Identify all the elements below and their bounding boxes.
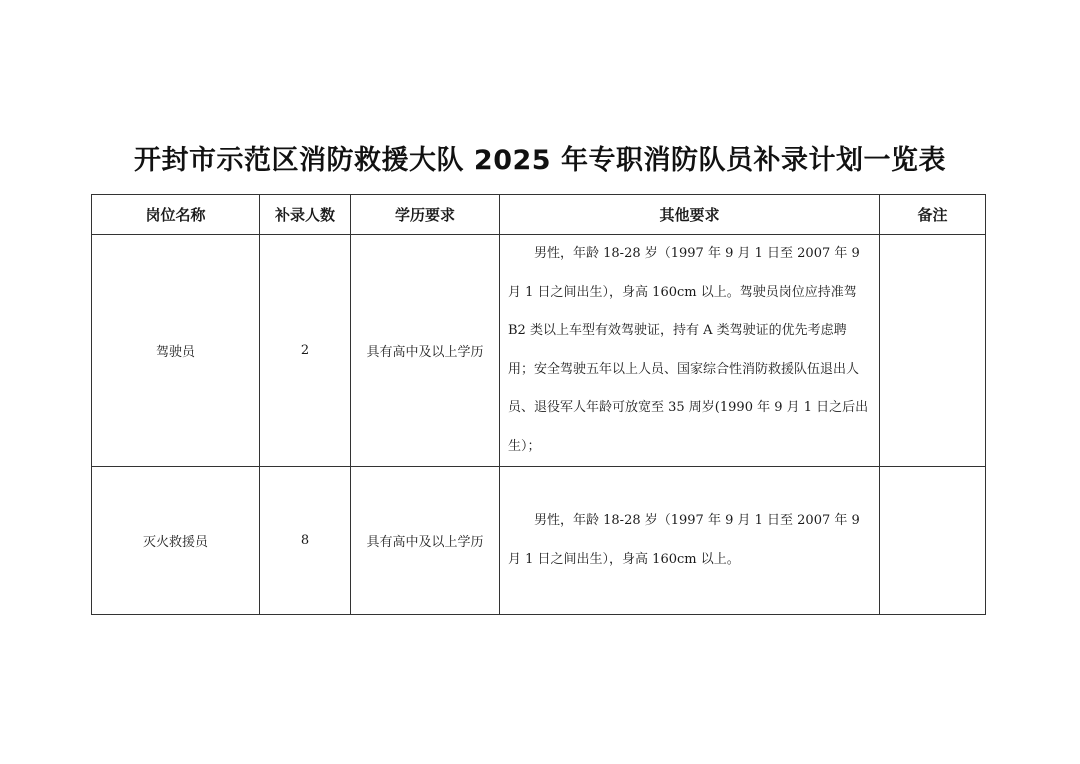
table-header-row	[92, 195, 986, 235]
cell-count: 2	[260, 235, 351, 467]
header-count: 补录人数	[260, 195, 351, 235]
cell-education: 具有高中及以上学历	[351, 467, 500, 615]
requirements-text: 男性，年龄 18-28 岁（1997 年 9 月 1 日至 2007 年 9 月 1 日之间出生），身高 160cm 以上。驾驶员岗位应持准驾 B2 类以上车型有效驾驶证，持有 A 类驾驶证的优先考虑聘用；安全驾驶五年以上人员、国家综合性消防救援队伍退出人员、退役军人年龄可放宽至 35 周岁(1990 年 9 月 1 日之后出生）；	[508, 246, 869, 454]
cell-remarks	[880, 235, 986, 467]
header-remarks: 备注	[880, 195, 986, 235]
table-row	[92, 467, 986, 615]
requirements-text: 男性，年龄 18-28 岁（1997 年 9 月 1 日至 2007 年 9 月 1 日之间出生），身高 160cm 以上。	[508, 513, 860, 567]
header-position: 岗位名称	[92, 195, 260, 235]
cell-count: 8	[260, 467, 351, 615]
page-title: 开封市示范区消防救援大队 2025 年专职消防队员补录计划一览表	[134, 145, 946, 176]
cell-remarks	[880, 467, 986, 615]
recruitment-plan-table	[91, 194, 986, 615]
cell-position: 驾驶员	[92, 235, 260, 467]
cell-requirements	[500, 467, 880, 615]
header-education: 学历要求	[351, 195, 500, 235]
table-row	[92, 235, 986, 467]
cell-position: 灭火救援员	[92, 467, 260, 615]
cell-requirements	[500, 235, 880, 467]
cell-education: 具有高中及以上学历	[351, 235, 500, 467]
header-requirements: 其他要求	[500, 195, 880, 235]
